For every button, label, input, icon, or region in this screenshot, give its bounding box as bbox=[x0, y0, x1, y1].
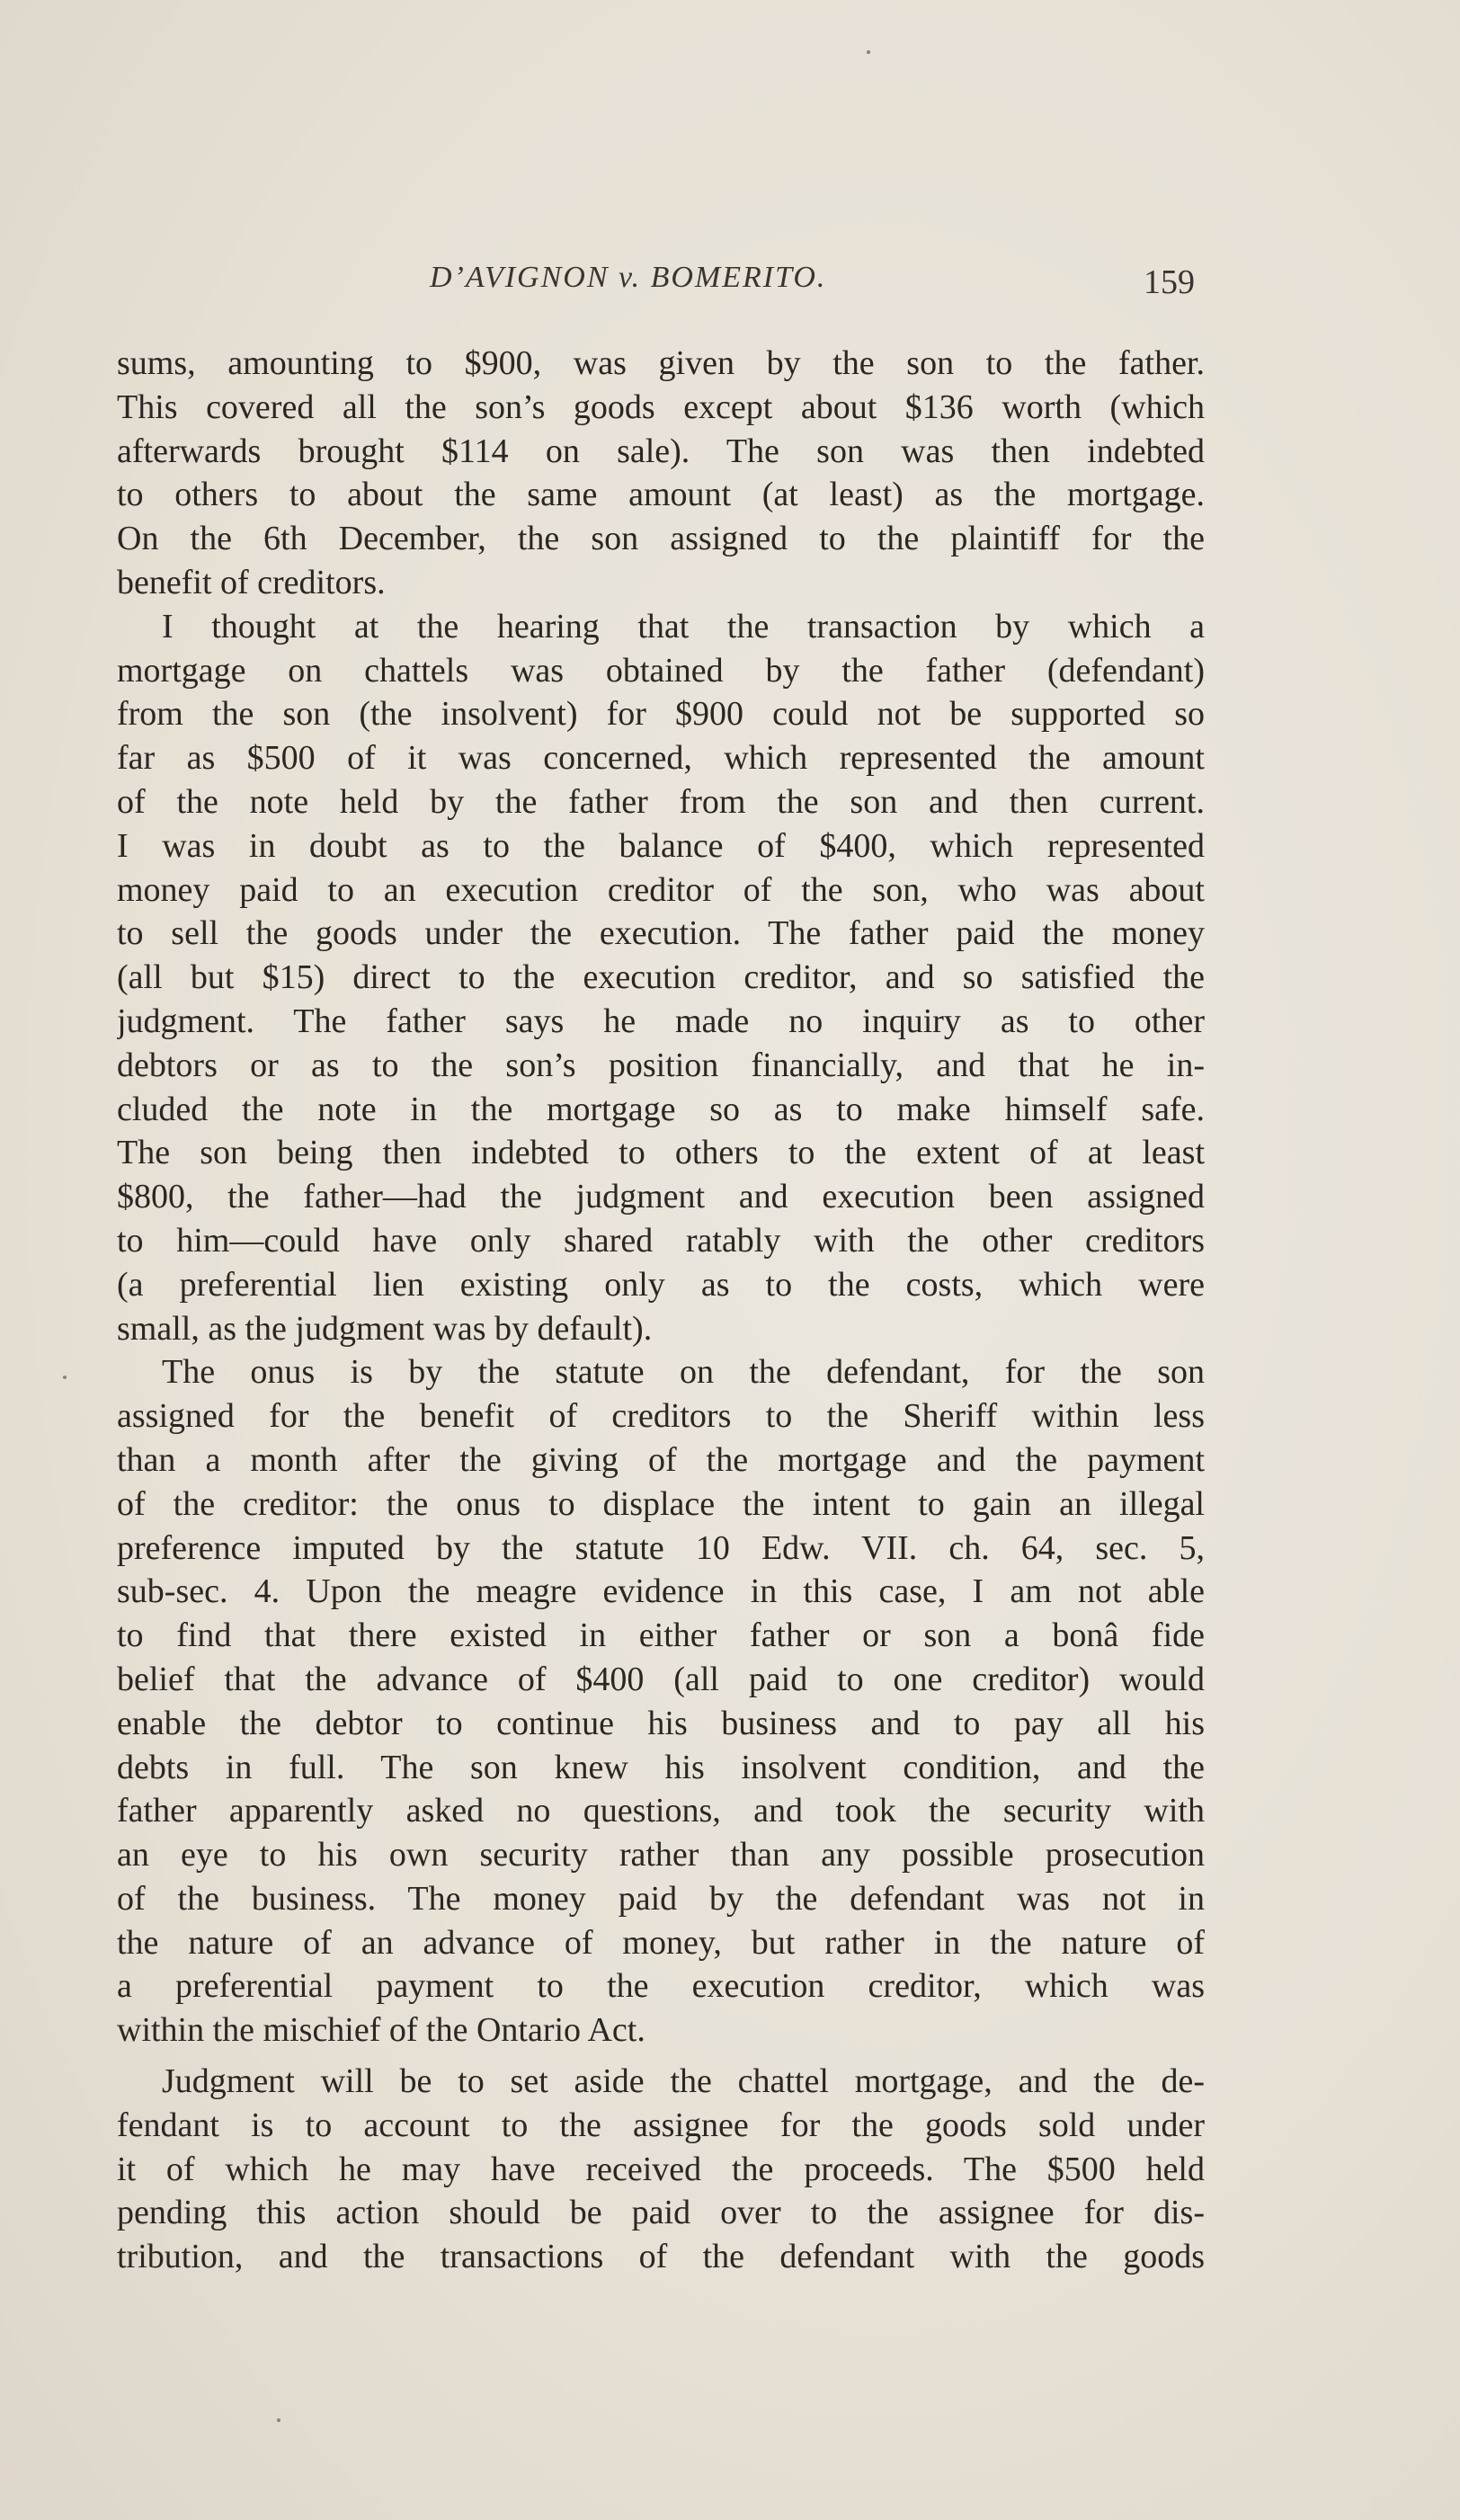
text-line: to him—could have only shared ratably with the other creditors bbox=[117, 1221, 1205, 1260]
text-line: within the mischief of the Ontario Act. bbox=[117, 2011, 645, 2050]
text-line: preference imputed by the statute 10 Edw. VII. ch. 64, sec. 5, bbox=[117, 1528, 1205, 1567]
text-line: tribution, and the transactions of the defendant with the goods bbox=[117, 2238, 1205, 2276]
running-head bbox=[0, 261, 1460, 306]
text-line: pending this action should be paid over to the assignee for dis- bbox=[117, 2194, 1205, 2232]
text-line: of the creditor: the onus to displace the intent to gain an illegal bbox=[117, 1484, 1205, 1523]
text-line: enable the debtor to continue his business and to pay all his bbox=[117, 1704, 1205, 1742]
text-line: a preferential payment to the execution creditor, which was bbox=[117, 1967, 1205, 2006]
text-line: benefit of creditors. bbox=[117, 563, 386, 601]
text-line: to find that there existed in either father or son a bonâ fide bbox=[117, 1616, 1205, 1655]
text-line: cluded the note in the mortgage so as to make himself safe. bbox=[117, 1090, 1205, 1128]
text-line: afterwards brought $114 on sale). The son was then indebted bbox=[117, 432, 1205, 470]
text-line: an eye to his own security rather than any possible prosecution bbox=[117, 1836, 1205, 1874]
running-title: D’AVIGNON v. BOMERITO. bbox=[430, 261, 827, 294]
paragraph-start: Judgment will be to set aside the chattel mortgage, and the de- bbox=[162, 2062, 1205, 2101]
text-line: far as $500 of it was concerned, which represented the amount bbox=[117, 739, 1205, 778]
text-line: the nature of an advance of money, but rather in the nature of bbox=[117, 1923, 1205, 1962]
text-line: The son being then indebted to others to the extent of at least bbox=[117, 1134, 1205, 1172]
text-line: father apparently asked no questions, and took the security with bbox=[117, 1792, 1205, 1830]
text-line: On the 6th December, the son assigned to the plaintiff for the bbox=[117, 520, 1205, 558]
text-line: it of which he may have received the proceeds. The $500 held bbox=[117, 2150, 1205, 2188]
paper-speck bbox=[867, 50, 870, 54]
text-line: I was in doubt as to the balance of $400, which represented bbox=[117, 826, 1205, 865]
text-line: money paid to an execution creditor of the son, who was about bbox=[117, 870, 1205, 909]
text-line: fendant is to account to the assignee for the goods sold under bbox=[117, 2106, 1205, 2144]
text-line: than a month after the giving of the mortgage and the payment bbox=[117, 1440, 1205, 1479]
text-line: of the note held by the father from the son and then current. bbox=[117, 782, 1205, 821]
text-line: This covered all the son’s goods except about $136 worth (which bbox=[117, 387, 1205, 426]
paper-speck bbox=[63, 1376, 67, 1379]
text-line: debts in full. The son knew his insolvent condition, and the bbox=[117, 1748, 1205, 1786]
text-line: small, as the judgment was by default). bbox=[117, 1309, 653, 1348]
text-line: (a preferential lien existing only as to the costs, which were bbox=[117, 1265, 1205, 1304]
paragraph-start: I thought at the hearing that the transaction by which a bbox=[162, 607, 1205, 646]
text-line: (all but $15) direct to the execution creditor, and so satisfied the bbox=[117, 958, 1205, 997]
text-line: from the son (the insolvent) for $900 could not be supported so bbox=[117, 695, 1205, 734]
text-line: sub-sec. 4. Upon the meagre evidence in this case, I am not able bbox=[117, 1572, 1205, 1611]
text-line: mortgage on chattels was obtained by the father (defendant) bbox=[117, 651, 1205, 690]
paragraph-start: The onus is by the statute on the defendant, for the son bbox=[162, 1353, 1205, 1392]
text-line: $800, the father—had the judgment and execution been assigned bbox=[117, 1178, 1205, 1216]
text-line: debtors or as to the son’s position financially, and that he in- bbox=[117, 1046, 1205, 1084]
text-line: to sell the goods under the execution. The father paid the money bbox=[117, 914, 1205, 953]
text-line: belief that the advance of $400 (all paid to one creditor) would bbox=[117, 1660, 1205, 1698]
body-text bbox=[117, 342, 1205, 2279]
text-line: assigned for the benefit of creditors to the Sheriff within less bbox=[117, 1397, 1205, 1436]
text-line: to others to about the same amount (at least) as the mortgage. bbox=[117, 476, 1205, 514]
text-line: judgment. The father says he made no inquiry as to other bbox=[117, 1002, 1205, 1040]
text-line: sums, amounting to $900, was given by the son to the father. bbox=[117, 344, 1205, 382]
page-number: 159 bbox=[1144, 263, 1195, 301]
paper-speck bbox=[277, 2418, 280, 2422]
text-line: of the business. The money paid by the defendant was not in bbox=[117, 1879, 1205, 1918]
